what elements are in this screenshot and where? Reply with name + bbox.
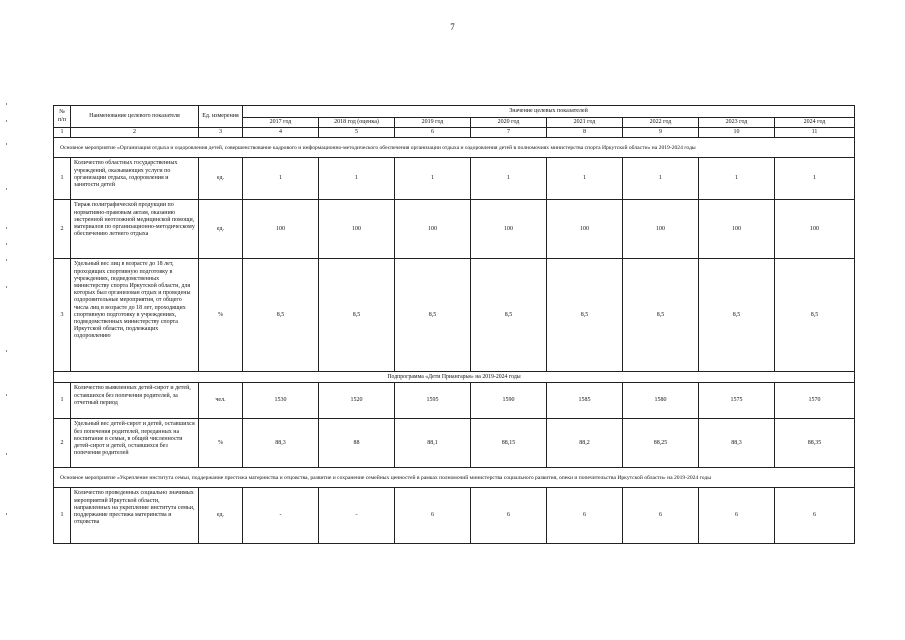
value-cell: 1530 (243, 383, 319, 419)
table-row (54, 383, 855, 419)
unit-cell: ед. (199, 158, 243, 200)
indicator-name: Количество выявленных детей-сирот и детей, оставшихся без попечения родителей, за отчетный период (71, 383, 199, 419)
value-cell: 1580 (623, 383, 699, 419)
header-year: 2023 год (699, 118, 775, 128)
value-cell: 6 (395, 488, 471, 544)
header-year: 2017 год (243, 118, 319, 128)
header-values-group: Значение целевых показателей (243, 106, 855, 118)
value-cell: - (319, 488, 395, 544)
unit-cell: чел. (199, 383, 243, 419)
column-number: 8 (547, 128, 623, 138)
table-row (54, 200, 855, 259)
header-year: 2024 год (775, 118, 855, 128)
value-cell: 1 (775, 158, 855, 200)
column-number: 3 (199, 128, 243, 138)
value-cell: 100 (471, 200, 547, 259)
indicator-name: Количество областных государственных учреждений, оказывающих услуги по организации отдыха, оздоровления и занятости детей (71, 158, 199, 200)
indicator-name: Удельный вес лиц в возрасте до 18 лет, проходящих спортивную подготовку в учреждениях, подведомственных министерству спорта Иркутской области, для которых был организован отдых и проведены оздоровительные мероприятия, от общего числа лиц в возрасте до 18 лет, проходящих спортивную подготовку в учреждениях, подведомственных министерству спорта Иркутской области, подлежащих оздоровлению (71, 259, 199, 372)
indicator-name: Количество проведенных социально значимых мероприятий Иркутской области, направленных на укрепление института семьи, поддержание престижа материнства и отцовства (71, 488, 199, 544)
value-cell: 88,2 (547, 419, 623, 468)
header-row (54, 106, 855, 118)
section-row (54, 468, 855, 488)
value-cell: 8,5 (319, 259, 395, 372)
target-indicators-table (53, 105, 855, 544)
column-number: 11 (775, 128, 855, 138)
value-cell: - (243, 488, 319, 544)
unit-cell: % (199, 259, 243, 372)
value-cell: 8,5 (775, 259, 855, 372)
unit-cell: ед. (199, 200, 243, 259)
column-number: 4 (243, 128, 319, 138)
header-year: 2021 год (547, 118, 623, 128)
table-row (54, 419, 855, 468)
column-number: 7 (471, 128, 547, 138)
value-cell: 100 (775, 200, 855, 259)
value-cell: 8,5 (243, 259, 319, 372)
value-cell: 88,15 (471, 419, 547, 468)
header-year: 2019 год (395, 118, 471, 128)
value-cell: 1 (243, 158, 319, 200)
page-number: 7 (450, 22, 455, 32)
value-cell: 100 (319, 200, 395, 259)
value-cell: 100 (547, 200, 623, 259)
header-year: 2022 год (623, 118, 699, 128)
value-cell: 8,5 (471, 259, 547, 372)
column-number: 6 (395, 128, 471, 138)
value-cell: 1 (319, 158, 395, 200)
value-cell: 1595 (395, 383, 471, 419)
table-row (54, 488, 855, 544)
header-unit: Ед. измерения (199, 106, 243, 128)
value-cell: 88,3 (243, 419, 319, 468)
header-num: № п/п (54, 106, 71, 128)
column-number: 5 (319, 128, 395, 138)
value-cell: 100 (243, 200, 319, 259)
section-title-1: Основное мероприятие «Организация отдыха и оздоровления детей, совершенствование кадрового и информационно-методического обеспечения организации отдыха и оздоровления детей в полномочиях министерства спорта Иркутской области» на 2019-2024 годы (54, 138, 855, 158)
table-row (54, 259, 855, 372)
value-cell: 1520 (319, 383, 395, 419)
value-cell: 1 (395, 158, 471, 200)
row-num: 3 (54, 259, 71, 372)
value-cell: 1590 (471, 383, 547, 419)
header-name: Наименование целевого показателя (71, 106, 199, 128)
row-num: 1 (54, 158, 71, 200)
value-cell: 6 (547, 488, 623, 544)
value-cell: 88,25 (623, 419, 699, 468)
value-cell: 1 (623, 158, 699, 200)
value-cell: 1570 (775, 383, 855, 419)
value-cell: 6 (775, 488, 855, 544)
header-year: 2018 год (оценка) (319, 118, 395, 128)
value-cell: 100 (395, 200, 471, 259)
column-number: 2 (71, 128, 199, 138)
value-cell: 1 (699, 158, 775, 200)
value-cell: 6 (471, 488, 547, 544)
row-num: 2 (54, 419, 71, 468)
header-year: 2020 год (471, 118, 547, 128)
value-cell: 1575 (699, 383, 775, 419)
value-cell: 1 (471, 158, 547, 200)
indicator-name: Тираж полиграфической продукции по нормативно-правовым актам, оказанию экстренной неотложной медицинской помощи, материалов по организационно-методическому обеспечению летнего отдыха (71, 200, 199, 259)
row-num: 2 (54, 200, 71, 259)
value-cell: 88,3 (699, 419, 775, 468)
column-number: 9 (623, 128, 699, 138)
value-cell: 100 (623, 200, 699, 259)
table-row (54, 158, 855, 200)
section-title-2: Основное мероприятие «Укрепление института семьи, поддержание престижа материнства и отцовства, развитие и сохранение семейных ценностей в рамках полномочий министерства социального развития, опеки и попечительства Иркутской области» на 2019-2024 годы (54, 468, 855, 488)
value-cell: 1 (547, 158, 623, 200)
value-cell: 88 (319, 419, 395, 468)
value-cell: 100 (699, 200, 775, 259)
value-cell: 8,5 (699, 259, 775, 372)
unit-cell: % (199, 419, 243, 468)
unit-cell: ед. (199, 488, 243, 544)
column-number: 1 (54, 128, 71, 138)
value-cell: 8,5 (547, 259, 623, 372)
column-number: 10 (699, 128, 775, 138)
row-num: 1 (54, 383, 71, 419)
value-cell: 88,35 (775, 419, 855, 468)
value-cell: 6 (623, 488, 699, 544)
row-num: 1 (54, 488, 71, 544)
indicator-name: Удельный вес детей-сирот и детей, оставшихся без попечения родителей, переданных на воспитание в семьи, в общей численности детей-сирот и детей, оставшихся без попечения родителей (71, 419, 199, 468)
subprogram-row (54, 372, 855, 383)
section-row (54, 138, 855, 158)
value-cell: 8,5 (623, 259, 699, 372)
value-cell: 1585 (547, 383, 623, 419)
column-number-row (54, 128, 855, 138)
value-cell: 88,1 (395, 419, 471, 468)
value-cell: 6 (699, 488, 775, 544)
value-cell: 8,5 (395, 259, 471, 372)
subprogram-title: Подпрограмма «Дети Приангарья» на 2019-2024 годы (54, 372, 855, 383)
